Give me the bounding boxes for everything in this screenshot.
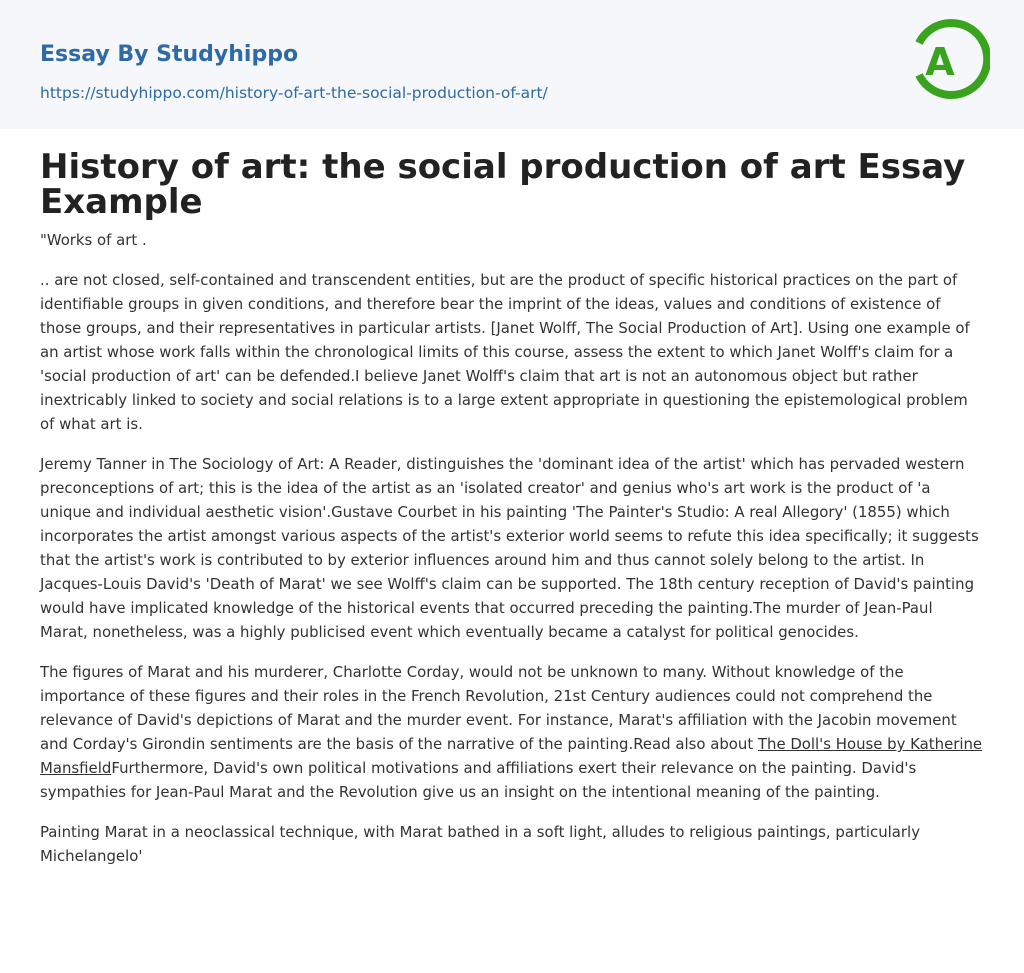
paragraph-1: "Works of art . [40, 231, 147, 249]
article-body [40, 228, 984, 884]
related-essay-link[interactable]: The Doll's House by Katherine Mansfield [40, 735, 983, 777]
article-title: History of art: the social production of art Essay Example [40, 147, 966, 222]
paragraph-3: Jeremy Tanner in The Sociology of Art: A Reader, distinguishes the 'dominant idea of the artist' which has pervaded western preconceptions of art; this is the idea of the artist as an 'isolated creator' and genius who's art work is the product of 'a unique and individual aesthetic vision'.Gustave Courbet in his painting 'The Painter's Studio: A real Allegory' (1855) which incorporates the artist amongst various aspects of the artist's exterior world seems to refute this idea specifically; it suggests that the artist's work is contributed to by exterior influences around him and thus cannot solely belong to the artist. In Jacques-Louis David's 'Death of Marat' we see Wolff's claim can be supported. The 18th century reception of David's painting would have implicated knowledge of the historical events that occurred preceding the painting.The murder of Jean-Paul Marat, nonetheless, was a highly publicised event which eventually became a catalyst for political genocides. [40, 455, 979, 641]
studyhippo-logo-icon[interactable] [910, 17, 990, 107]
page-url[interactable]: https://studyhippo.com/history-of-art-the-social-production-of-art/ [40, 84, 548, 102]
paragraph-4 [40, 660, 984, 804]
paragraph-4-text-before-link: The figures of Marat and his murderer, Charlotte Corday, would not be unknown to many. Without knowledge of the importance of these figures and their roles in the French Revolution, 21st Century audiences could not comprehend the relevance of David's depictions of Marat and the murder event. For instance, Marat's affiliation with the Jacobin movement and Corday's Girondin sentiments are the basis of the narrative of the painting.Read also about [40, 663, 957, 753]
paragraph-2: .. are not closed, self-contained and transcendent entities, but are the product of specific historical practices on the part of identifiable groups in given conditions, and therefore bear the imprint of the ideas, values and conditions of existence of those groups, and their representatives in particular artists. [Janet Wolff, The Social Production of Art]. Using one example of an artist whose work falls within the chronological limits of this course, assess the extent to which Janet Wolff's claim for a 'social production of art' can be defended.I believe Janet Wolff's claim that art is not an autonomous object but rather inextricably linked to society and social relations is to a large extent appropriate in questioning the epistemological problem of what art is. [40, 271, 970, 433]
logo-letter: A [925, 40, 955, 84]
site-header [0, 0, 1024, 129]
paragraph-5: Painting Marat in a neoclassical technique, with Marat bathed in a soft light, alludes to religious paintings, particularly Michelangelo' [40, 823, 921, 865]
paragraph-4-text-after-link: Furthermore, David's own political motivations and affiliations exert their relevance on the painting. David's sympathies for Jean-Paul Marat and the Revolution give us an insight on the intentional meaning of the painting. [40, 759, 917, 801]
site-brand[interactable]: Essay By Studyhippo [40, 42, 299, 67]
